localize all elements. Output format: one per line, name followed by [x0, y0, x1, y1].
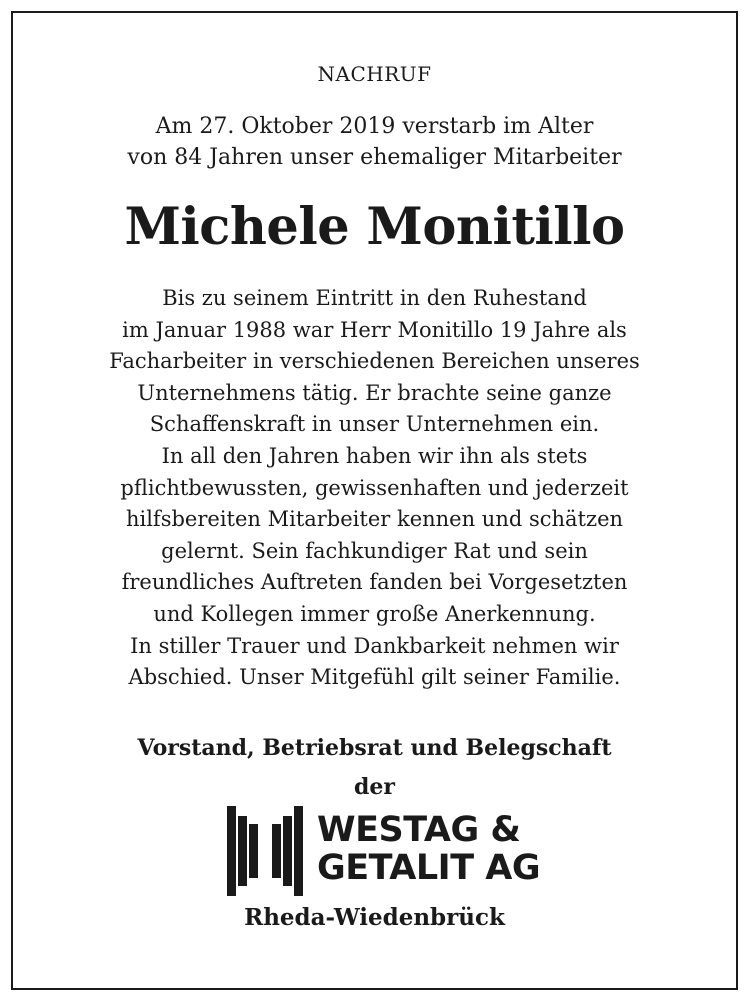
tribute-line: Schaffenskraft in unser Unternehmen ein.: [149, 412, 600, 437]
tribute-line: Facharbeiter in verschiedenen Bereichen unseres: [109, 349, 640, 374]
tribute-line: pflichtbewussten, gewissenhaften und jederzeit: [120, 475, 629, 500]
deceased-name: Michele Monitillo: [124, 197, 625, 257]
company-logo: [227, 806, 541, 896]
tribute-line: Bis zu seinem Eintritt in den Ruhestand: [162, 286, 587, 310]
intro-line: Am 27. Oktober 2019 verstarb im Alter: [155, 114, 594, 139]
company-city: Rheda-Wiedenbrück: [244, 904, 505, 931]
signature-connector: der: [354, 774, 395, 800]
signature-line: Vorstand, Betriebsrat und Belegschaft: [137, 735, 612, 761]
tribute-line: Unternehmens tätig. Er brachte seine ganze: [137, 380, 612, 405]
tribute-line: freundliches Auftreten fanden bei Vorgesetzten: [121, 570, 628, 595]
notice-heading: NACHRUF: [317, 62, 432, 86]
intro-line: von 84 Jahren unser ehemaliger Mitarbeiter: [127, 145, 622, 170]
company-name-line: WESTAG &: [317, 810, 521, 850]
westag-bars-logo-icon: [227, 806, 303, 896]
tribute-line: Abschied. Unser Mitgefühl gilt seiner Familie.: [128, 665, 621, 690]
tribute-text: [0, 283, 749, 694]
tribute-line: und Kollegen immer große Anerkennung.: [153, 601, 596, 626]
tribute-line: gelernt. Sein fachkundiger Rat und sein: [161, 538, 588, 563]
tribute-line: In all den Jahren haben wir ihn als stets: [161, 443, 588, 468]
tribute-line: hilfsbereiten Mitarbeiter kennen und schätzen: [125, 507, 624, 532]
tribute-line: In stiller Trauer und Dankbarkeit nehmen wir: [130, 633, 619, 658]
intro-text: [0, 111, 749, 173]
company-name-line: GETALIT AG: [317, 848, 541, 888]
tribute-line: im Januar 1988 war Herr Monitillo 19 Jahre als: [122, 317, 627, 342]
company-name: [317, 811, 540, 887]
